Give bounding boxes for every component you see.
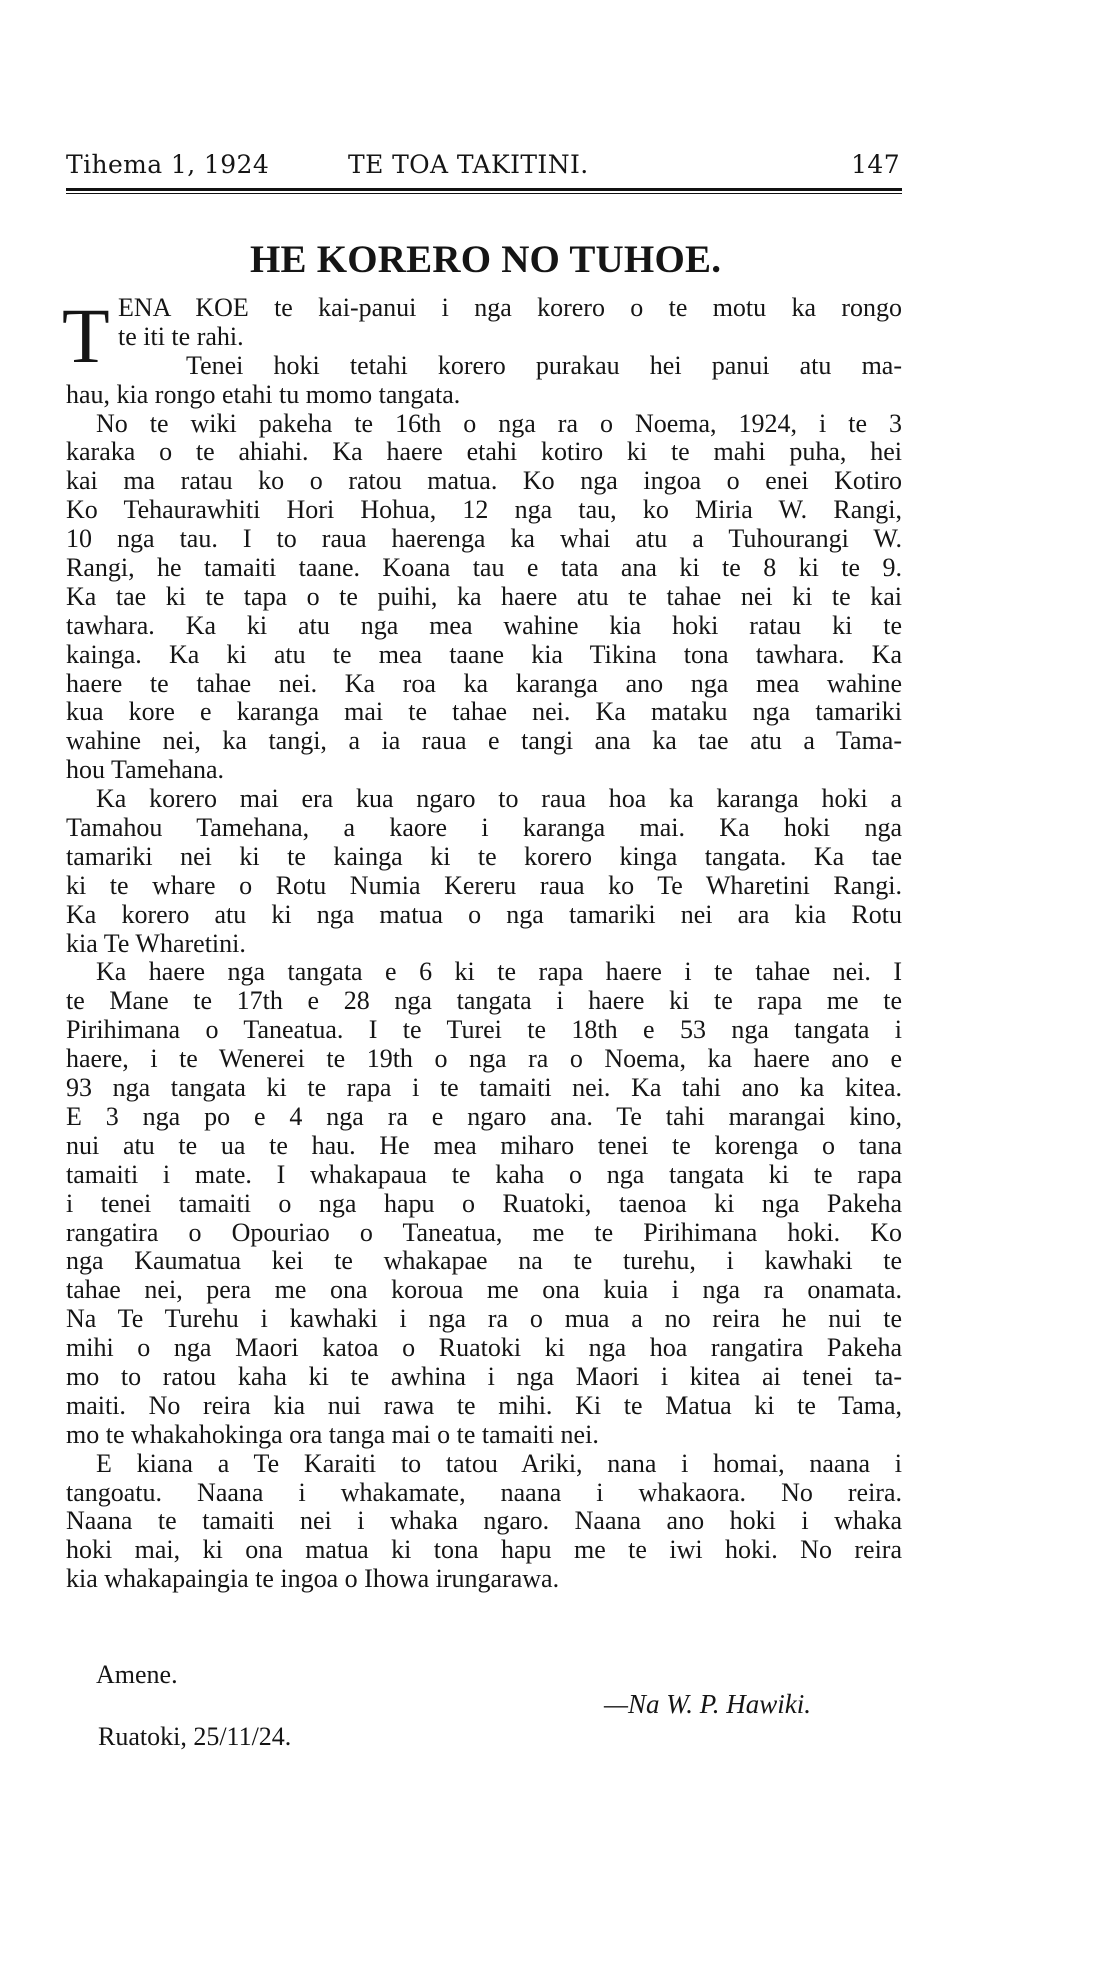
body-line: Tamahou Tamehana, a kaore i karanga mai. Ka hoki nga <box>66 813 902 843</box>
body-line: mo to ratou kaha ki te awhina i nga Maori i kitea ai tenei ta- <box>66 1361 902 1391</box>
body-line: E kiana a Te Karaiti to tatou Ariki, nana i homai, naana i <box>96 1448 902 1478</box>
body-line: tahae nei, pera me ona koroua me ona kuia i nga ra onamata. <box>66 1275 902 1305</box>
body-line: Pirihimana o Taneatua. I te Turei te 18th e 53 nga tangata i <box>66 1015 902 1045</box>
header-rule-thin <box>66 193 902 194</box>
place-and-date: Ruatoki, 25/11/24. <box>98 1722 292 1751</box>
body-line: kia Te Wharetini. <box>66 928 246 958</box>
body-line: Na Te Turehu i kawhaki i nga ra o mua a no reira he nui te <box>66 1304 902 1334</box>
body-line: E 3 nga po e 4 nga ra e ngaro ana. Te tahi marangai kino, <box>66 1101 902 1131</box>
body-line: Ka korero mai era kua ngaro to raua hoa ka karanga hoki a <box>96 784 902 814</box>
body-line: hou Tamehana. <box>66 755 224 785</box>
body-line: haere, i te Wenerei te 19th o nga ra o Noema, ka haere ano e <box>66 1044 902 1074</box>
body-line: hoki mai, ki ona matua ki tona hapu me te iwi hoki. No reira <box>66 1535 902 1565</box>
body-line: mo te whakahokinga ora tanga mai o te tamaiti nei. <box>66 1419 599 1449</box>
body-line: te Mane te 17th e 28 nga tangata i haere ki te rapa me te <box>66 986 902 1016</box>
body-line: tamariki nei ki te kainga ki te korero kinga tangata. Ka tae <box>66 841 902 871</box>
body-line: maiti. No reira kia nui rawa te mihi. Ki te Matua ki te Tama, <box>66 1390 902 1420</box>
page-number: 147 <box>851 150 900 179</box>
body-line: ki te whare o Rotu Numia Kereru raua ko Te Wharetini Rangi. <box>66 870 902 900</box>
body-line: ENA KOE te kai-panui i nga korero o te motu ka rongo <box>118 293 902 322</box>
issue-date: Tihema 1, 1924 <box>66 150 270 179</box>
closing-word: Amene. <box>96 1660 178 1689</box>
body-line: Ko Tehaurawhiti Hori Hohua, 12 nga tau, ko Miria W. Rangi, <box>66 495 902 525</box>
body-line: tamaiti i mate. I whakapaua te kaha o nga tangata ki te rapa <box>66 1159 902 1189</box>
body-line: Naana te tamaiti nei i whaka ngaro. Naana ano hoki i whaka <box>66 1506 902 1536</box>
body-line: haere te tahae nei. Ka roa ka karanga ano nga mea wahine <box>66 668 902 698</box>
journal-title: TE TOA TAKITINI. <box>348 150 589 179</box>
body-line: 93 nga tangata ki te rapa i te tamaiti nei. Ka tahi ano ka kitea. <box>66 1073 902 1103</box>
body-line: No te wiki pakeha te 16th o nga ra o Noema, 1924, i te 3 <box>96 408 902 438</box>
body-line: hau, kia rongo etahi tu momo tangata. <box>66 379 461 409</box>
body-line: kia whakapaingia te ingoa o Ihowa irungarawa. <box>66 1564 560 1594</box>
body-line: rangatira o Opouriao o Taneatua, me te Pirihimana hoki. Ko <box>66 1217 902 1247</box>
drop-cap: T <box>62 292 110 379</box>
body-line: te iti te rahi. <box>118 321 244 351</box>
body-line: i tenei tamaiti o nga hapu o Ruatoki, taenoa ki nga Pakeha <box>66 1188 902 1218</box>
running-head <box>66 148 902 182</box>
article-title: HE KORERO NO TUHOE. <box>250 238 722 281</box>
body-line: kainga. Ka ki atu te mea taane kia Tikina tona tawhara. Ka <box>66 639 902 669</box>
body-line: nui atu te ua te hau. He mea miharo tenei te korenga o tana <box>66 1130 902 1160</box>
body-line: 10 nga tau. I to raua haerenga ka whai atu a Tuhourangi W. <box>66 524 902 554</box>
article-body <box>66 294 902 1594</box>
author-signature: —Na W. P. Hawiki. <box>604 1689 812 1719</box>
body-line: tawhara. Ka ki atu nga mea wahine kia hoki ratau ki te <box>66 610 902 640</box>
body-line: tangoatu. Naana i whakamate, naana i whakaora. No reira. <box>66 1477 902 1507</box>
header-rule-thick <box>66 188 902 191</box>
body-line: Ka korero atu ki nga matua o nga tamariki nei ara kia Rotu <box>66 899 902 929</box>
body-line: mihi o nga Maori katoa o Ruatoki ki nga hoa rangatira Pakeha <box>66 1333 902 1363</box>
body-line: karaka o te ahiahi. Ka haere etahi kotiro ki te mahi puha, hei <box>66 437 902 467</box>
body-line: Ka tae ki te tapa o te puihi, ka haere atu te tahae nei ki te kai <box>66 581 902 611</box>
body-line: kai ma ratau ko o ratou matua. Ko nga ingoa o enei Kotiro <box>66 466 902 496</box>
body-line: kua kore e karanga mai te tahae nei. Ka mataku nga tamariki <box>66 697 902 727</box>
body-line: Tenei hoki tetahi korero purakau hei panui atu ma- <box>186 350 902 380</box>
body-line: wahine nei, ka tangi, a ia raua e tangi ana ka tae atu a Tama- <box>66 726 902 756</box>
body-line: Ka haere nga tangata e 6 ki te rapa haere i te tahae nei. I <box>96 957 902 987</box>
body-line: nga Kaumatua kei te whakapae na te turehu, i kawhaki te <box>66 1246 902 1276</box>
body-line: Rangi, he tamaiti taane. Koana tau e tata ana ki te 8 ki te 9. <box>66 553 902 583</box>
